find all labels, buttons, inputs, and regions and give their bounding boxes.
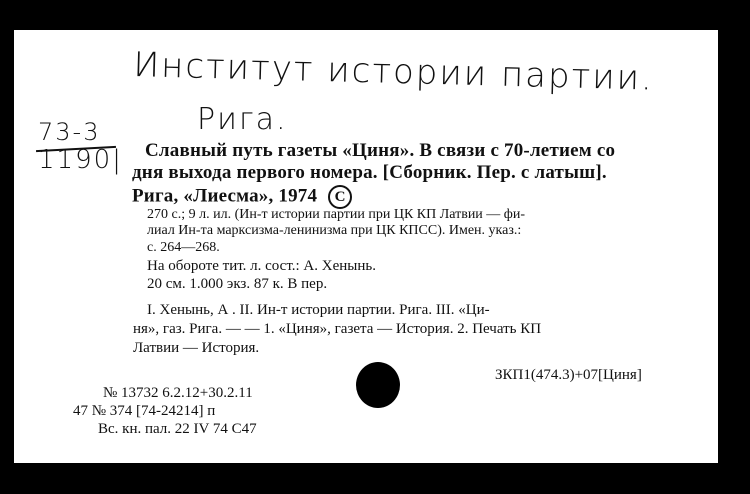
collation-line-1: 270 с.; 9 л. ил. (Ин-т истории партии при ЦК КП Латвии — фи-: [147, 207, 526, 222]
physical-description: 20 см. 1.000 экз. 87 к. В пер.: [147, 276, 328, 292]
tracings-line-3: Латвии — История.: [133, 340, 260, 356]
call-number-top: 73-3: [38, 118, 101, 146]
footer-line-3: Вс. кн. пал. 22 IV 74 С47: [98, 421, 257, 437]
tracings-line-1: I. Хенынь, А . II. Ин-т истории партии. Рига. III. «Ци-: [147, 302, 490, 318]
card-punch-hole: [356, 362, 400, 408]
call-number-bottom: 1190|: [38, 145, 123, 175]
copyright-icon: C: [328, 185, 352, 209]
main-entry-line-1: Славный путь газеты «Циня». В связи с 70-летием со: [145, 140, 616, 161]
collation-line-3: с. 264—268.: [147, 240, 220, 255]
main-entry-line-3: [132, 185, 352, 209]
imprint-text: Рига, «Лиесма», 1974: [132, 185, 318, 207]
footer-line-1: № 13732 6.2.12+30.2.11: [103, 385, 253, 401]
tracings-line-2: ня», газ. Рига. — — 1. «Циня», газета — История. 2. Печать КП: [133, 321, 542, 337]
handwritten-place: Рига.: [197, 102, 288, 137]
classification-index: ЗКП1(474.3)+07[Циня]: [495, 367, 642, 383]
compiler-note: На обороте тит. л. сост.: А. Хенынь.: [147, 258, 376, 274]
main-entry-line-2: дня выхода первого номера. [Сборник. Пер. с латыш].: [132, 162, 607, 183]
handwritten-title: Институт истории партии.: [132, 45, 655, 99]
collation-line-2: лиал Ин-та марксизма-ленинизма при ЦК КПСС). Имен. указ.:: [147, 223, 522, 238]
footer-line-2: 47 № 374 [74-24214] п: [73, 403, 216, 419]
